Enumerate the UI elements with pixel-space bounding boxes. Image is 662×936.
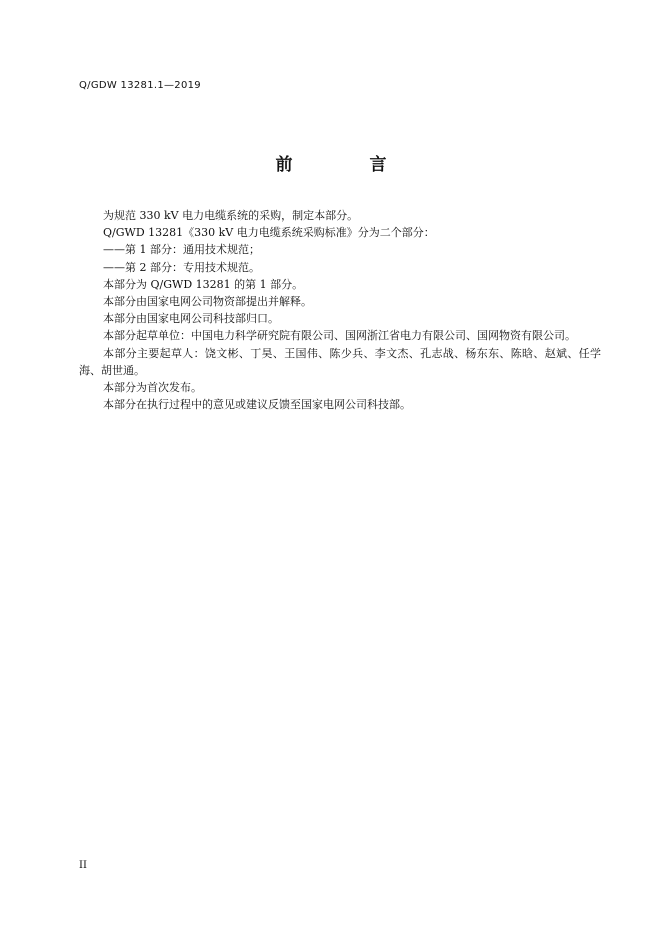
paragraph-part2: ——第 2 部分：专用技术规范。 [103,260,260,274]
paragraph-drafters: 本部分主要起草人：饶文彬、丁昊、王国伟、陈少兵、李文杰、孔志战、杨东东、陈晗、赵斌、任学海、胡世通。 [79,346,601,377]
paragraph-first-release: 本部分为首次发布。 [103,381,202,395]
foreword-body [79,207,601,413]
paragraph-feedback: 本部分在执行过程中的意见或建议反馈至国家电网公司科技部。 [103,398,411,412]
paragraph-this-part: 本部分为 Q/GWD 13281 的第 1 部分。 [103,277,304,291]
paragraph-purpose: 为规范 330 kV 电力电缆系统的采购，制定本部分。 [103,209,359,222]
standard-code: Q/GDW 13281.1—2019 [79,80,201,91]
page-title: 前 言 [275,155,417,175]
paragraph-structure: Q/GWD 13281《330 kV 电力电缆系统采购标准》分为二个部分： [103,226,435,240]
paragraph-administrator: 本部分由国家电网公司科技部归口。 [103,312,279,326]
paragraph-drafting-units: 本部分起草单位：中国电力科学研究院有限公司、国网浙江省电力有限公司、国网物资有限公司。 [103,329,576,343]
page-number: II [79,860,87,871]
paragraph-proposer: 本部分由国家电网公司物资部提出并解释。 [103,295,312,309]
paragraph-part1: ——第 1 部分：通用技术规范； [103,243,260,257]
